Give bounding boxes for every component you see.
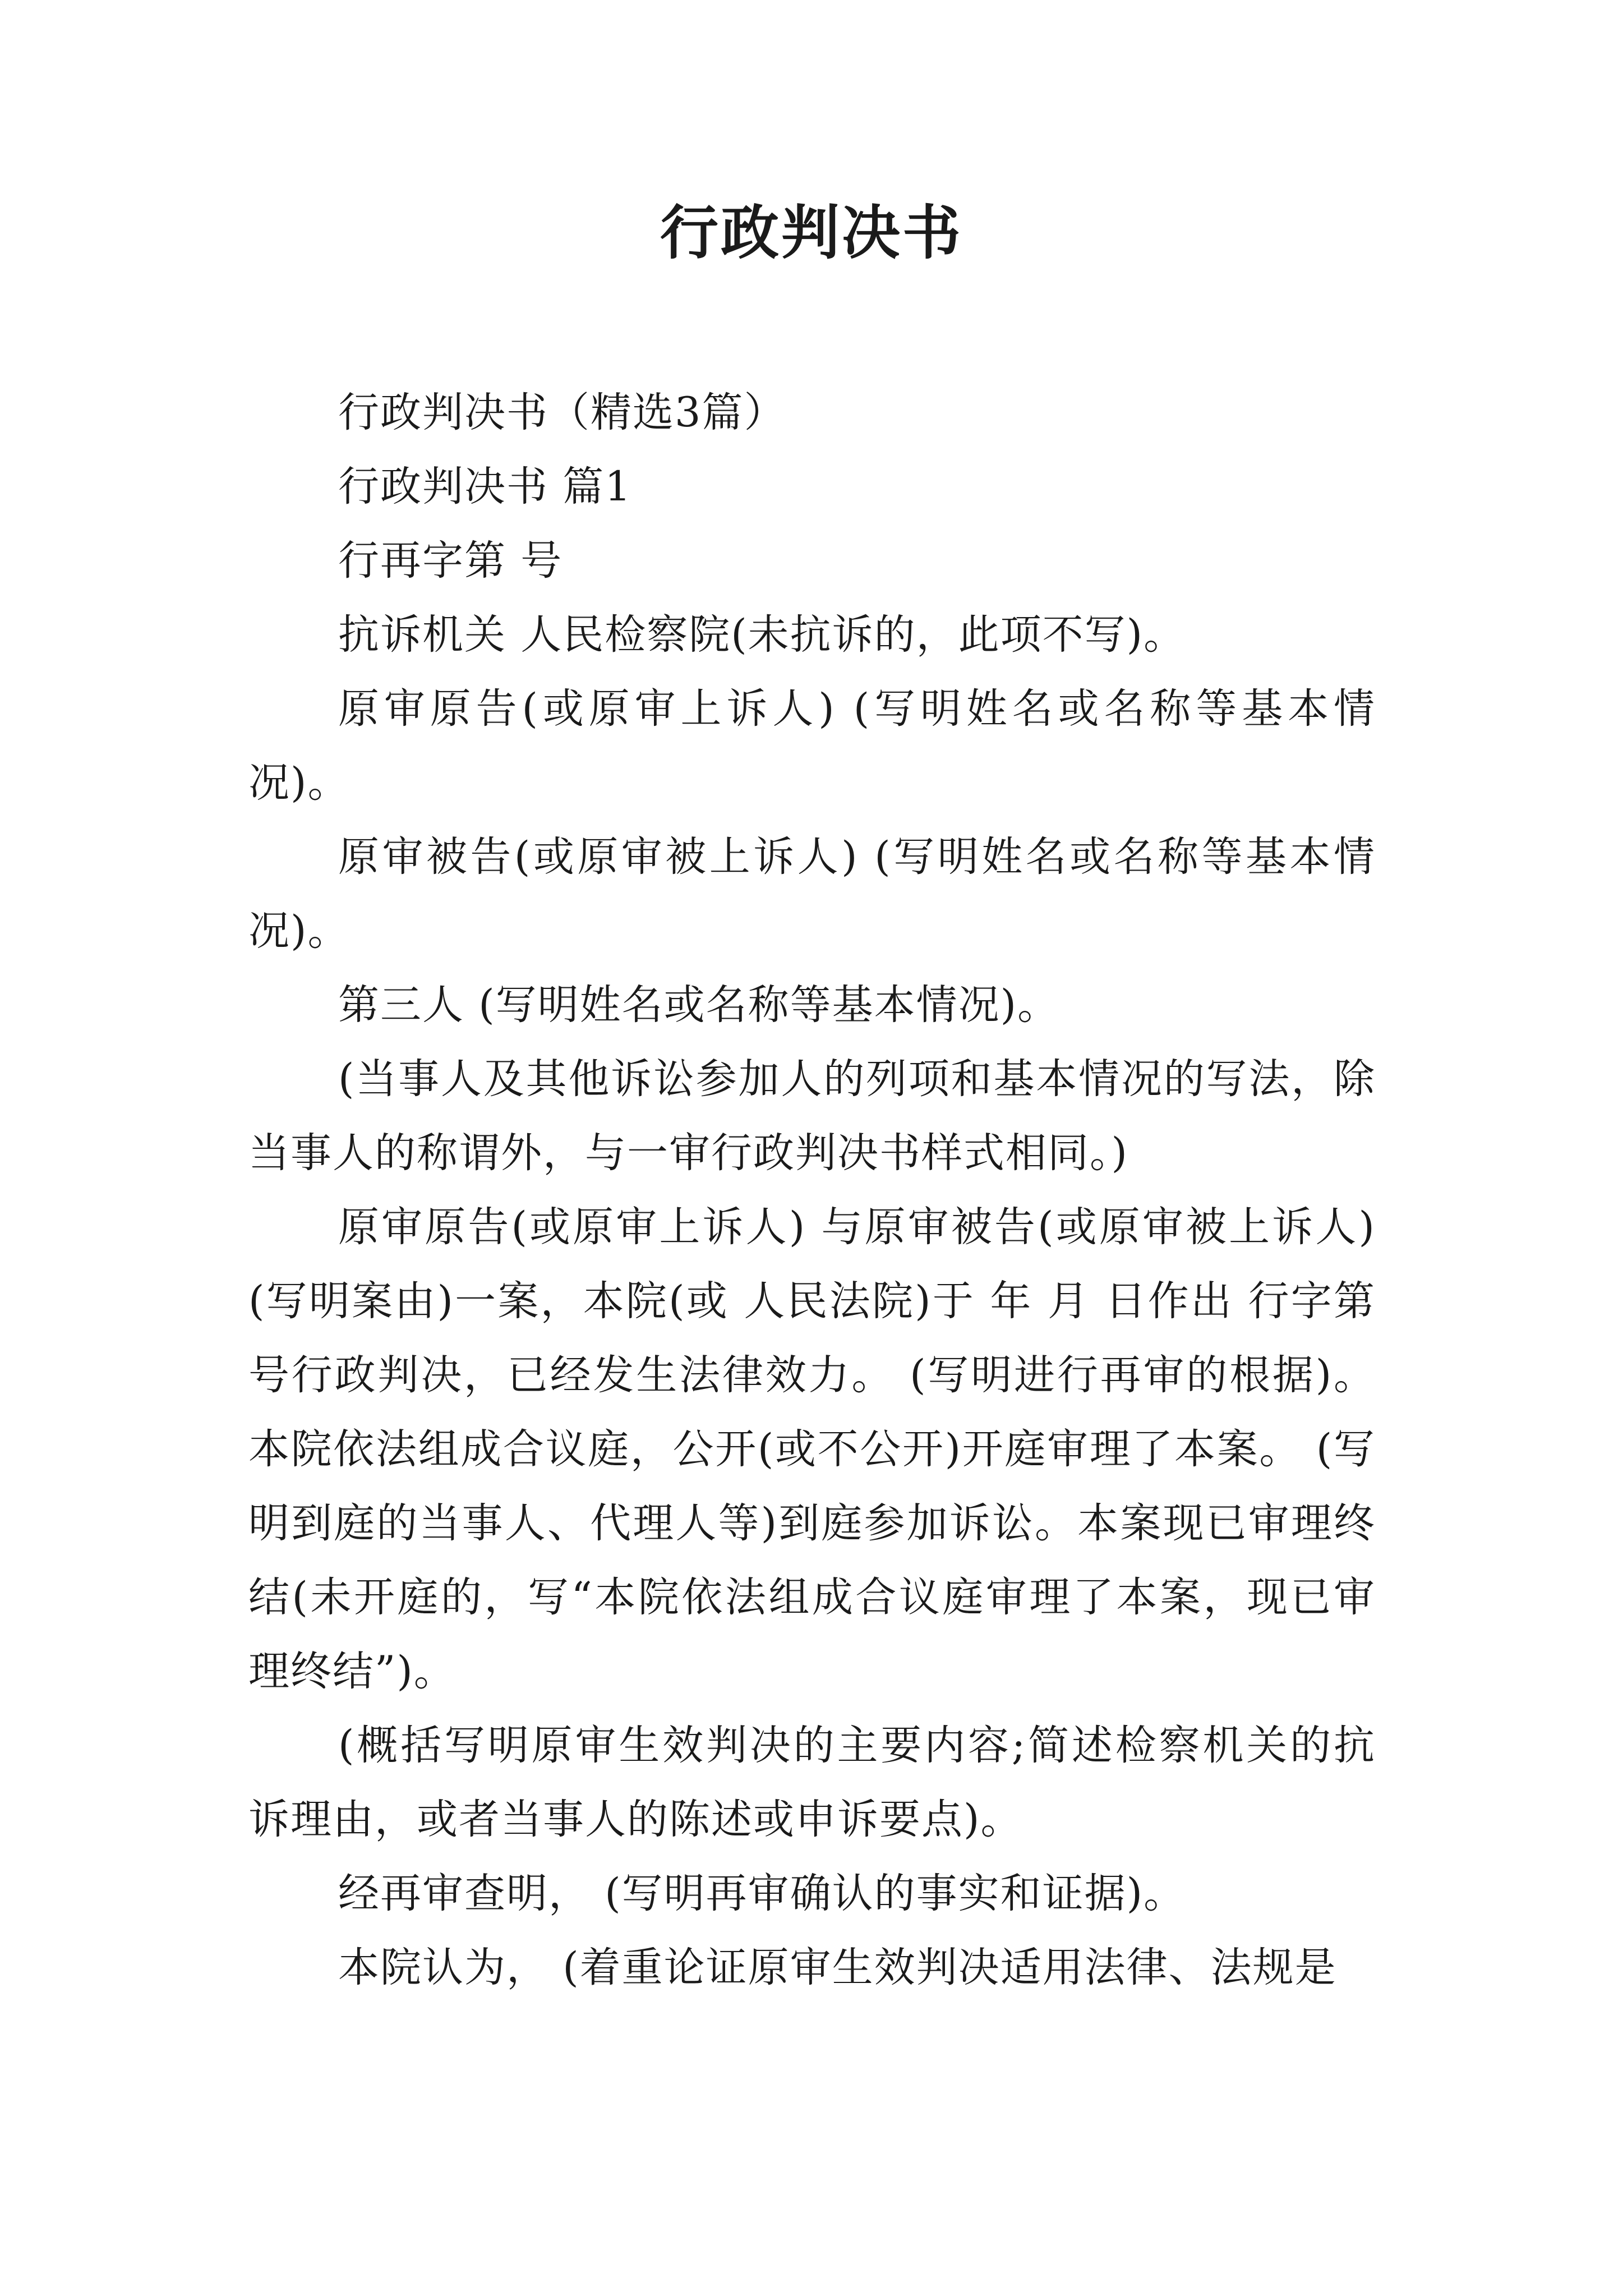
paragraph-party-note: (当事人及其他诉讼参加人的列项和基本情况的写法，除当事人的称谓外，与一审行政判决书样式相同。) [248, 1055, 1376, 1177]
paragraph-case-history: 原审原告(或原审上诉人) 与原审被告(或原审被上诉人)(写明案由)一案，本院(或 人民法院)于 年 月 日作出 行字第 号行政判决，已经发生法律效力。 (写明进行再审的根据)。本院依法组成合议庭，公开(或不公开)开庭审理了本案。 (写明到庭的当事人、代理人等)到庭参加诉讼。本案现已审理终结(未开庭的，写“本院依法组成合议庭审理了本案，现已审理终结”)。 [248, 1203, 1376, 1695]
paragraph-section-heading: 行政判决书 篇1 [338, 463, 632, 510]
paragraph-subtitle: 行政判决书（精选3篇） [338, 389, 786, 436]
paragraph-findings: 经再审查明， (写明再审确认的事实和证据)。 [338, 1870, 1186, 1917]
paragraph-case-number: 行再字第 号 [338, 537, 563, 585]
paragraph-third-party: 第三人 (写明姓名或名称等基本情况)。 [338, 981, 1060, 1029]
paragraph-court-opinion: 本院认为， (着重论证原审生效判决适用法律、法规是 [338, 1944, 1337, 1991]
paragraph-original-plaintiff: 原审原告(或原审上诉人) (写明姓名或名称等基本情况)。 [248, 685, 1376, 807]
paragraph-original-defendant: 原审被告(或原审被上诉人) (写明姓名或名称等基本情况)。 [248, 833, 1376, 955]
document-body [248, 376, 1376, 2005]
paragraph-summary: (概括写明原审生效判决的主要内容;简述检察机关的抗诉理由，或者当事人的陈述或申诉要点)。 [248, 1722, 1376, 1843]
paragraph-protest-organ: 抗诉机关 人民检察院(未抗诉的，此项不写)。 [338, 611, 1186, 659]
document-title: 行政判决书 [660, 198, 963, 267]
